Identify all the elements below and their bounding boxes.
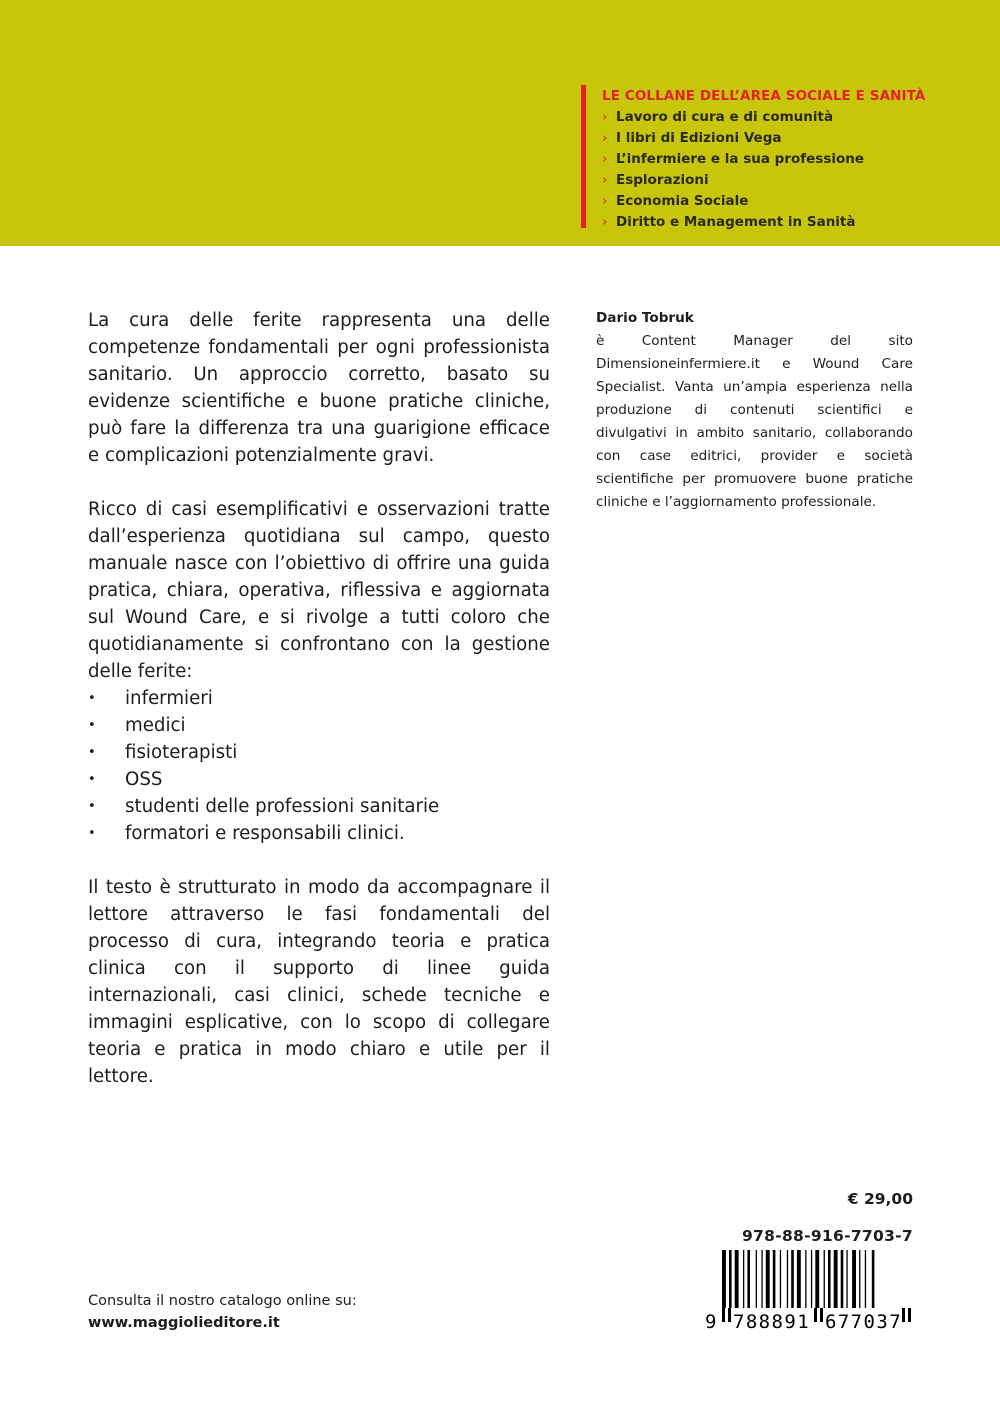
catalog-url[interactable]: www.maggiolieditore.it [88,1315,280,1331]
series-item-label: Diritto e Management in Sanità [616,214,856,230]
guard-right [902,1308,905,1322]
chevron-right-icon: › [602,193,608,209]
description-paragraph-1: La cura delle ferite rappresenta una delle competenze fondamentali per ogni professionista sanitario. Un approccio corretto, basato su evidenze scientifiche e buone pratiche cliniche, può fare la differenza tra una guarigione efficace e complicazioni potenzialmente gravi. [88,310,550,466]
chevron-right-icon: › [602,151,608,167]
chevron-right-icon: › [602,130,608,146]
description-paragraph-3: Il testo è strutturato in modo da accompagnare il lettore attraverso le fasi fondamentali del processo di cura, integrando teoria e pratica clinica con il supporto di linee guida internazionali, casi clinici, schede tecniche e immagini esplicative, con lo scopo di collegare teoria e pratica in modo chiaro e utile per il lettore. [88,877,550,1087]
catalog-info [88,1290,357,1334]
book-description [88,307,550,1090]
series-item [602,191,981,212]
series-item-label: I libri di Edizioni Vega [616,130,782,146]
catalog-label: Consulta il nostro catalogo online su: [88,1293,357,1309]
barcode-left-digits: 788891 [733,1311,811,1330]
audience-item: • OSS [88,766,550,793]
author-name: Dario Tobruk [596,310,694,326]
audience-item: • fisioterapisti [88,739,550,766]
author-box [596,307,913,514]
series-item [602,149,981,170]
description-paragraph-2: Ricco di casi esemplificativi e osservazioni tratte dall’esperienza quotidiana sul campo, questo manuale nasce con l’obiettivo di offrire una guida pratica, chiara, operativa, riflessiva e aggiornata sul Wound Care, e si rivolge a tutti coloro che quotidianamente si confrontano con la gestione delle ferite: [88,499,550,682]
audience-list [88,685,550,847]
series-item-label: Esplorazioni [616,172,709,188]
guard-center [814,1308,817,1322]
guard-center-2 [820,1308,823,1322]
series-item [602,212,981,233]
guard-left-2 [728,1308,731,1322]
series-title: LE COLLANE DELL’AREA SOCIALE E SANITÀ [602,88,926,104]
series-item-label: L’infermiere e la sua professione [616,151,865,167]
audience-item: • studenti delle professioni sanitarie [88,793,550,820]
series-item-label: Economia Sociale [616,193,749,209]
audience-item: • infermieri [88,685,550,712]
chevron-right-icon: › [602,214,608,230]
audience-item: • formatori e responsabili clinici. [88,820,550,847]
isbn-barcode [704,1250,914,1330]
series-item-label: Lavoro di cura e di comunità [616,109,834,125]
barcode-right-digits: 677037 [825,1311,903,1330]
series-item [602,170,981,191]
series-box [581,85,981,228]
isbn: 978-88-916-7703-7 [741,1227,913,1245]
guard-right-2 [908,1308,911,1322]
author-bio: è Content Manager del sito Dimensioneinfermiere.it e Wound Care Specialist. Vanta un’ampia esperienza nella produzione di contenuti scientifici e divulgativi in ambito sanitario, collaborando con case editrici, provider e società scientifiche per promuovere buone pratiche cliniche e l’aggiornamento professionale. [596,333,913,510]
chevron-right-icon: › [602,109,608,125]
chevron-right-icon: › [602,172,608,188]
series-list [602,107,981,233]
series-item [602,128,981,149]
audience-item: • medici [88,712,550,739]
barcode-first-digit: 9 [705,1311,717,1330]
series-item [602,107,981,128]
price: € 29,00 [847,1190,913,1208]
guard-left [722,1308,725,1322]
